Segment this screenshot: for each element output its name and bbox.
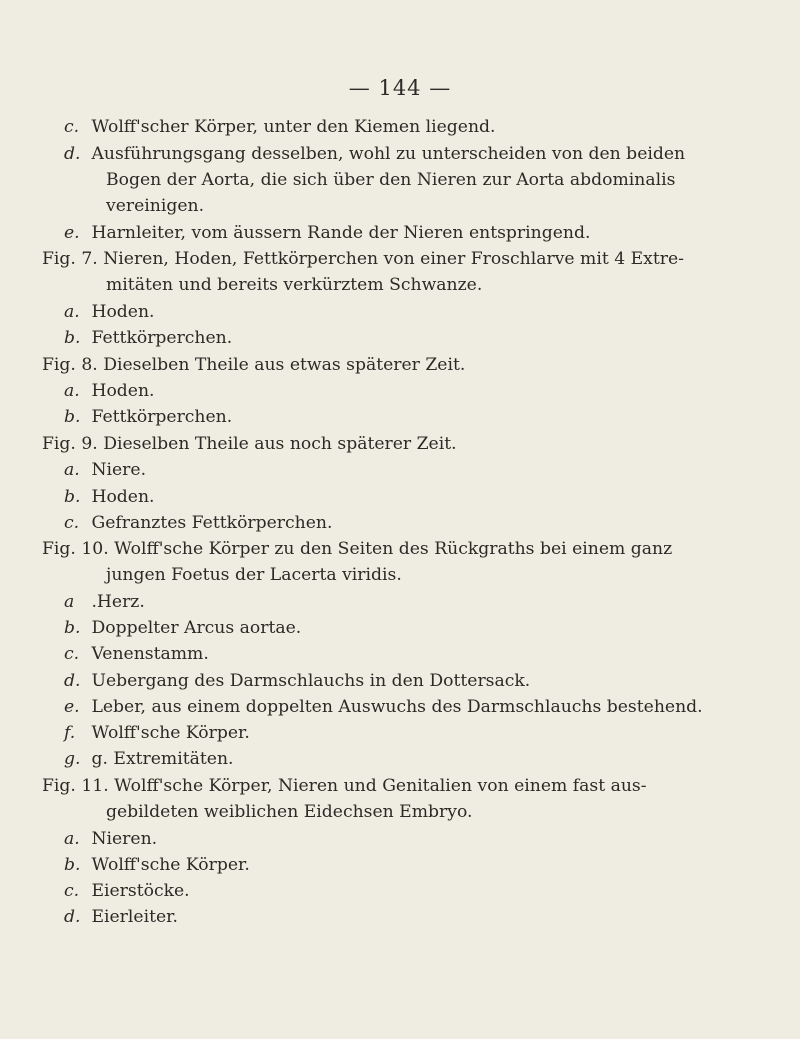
text-line — [64, 748, 234, 770]
figure-label: Fig. 10. — [42, 539, 109, 559]
item-text: gebildeten weiblichen Eidechsen Embryo. — [106, 802, 473, 822]
page-number: — 144 — — [348, 76, 452, 100]
item-text: Nieren, Hoden, Fettkörperchen von einer Froschlarve mit 4 Extre- — [103, 249, 684, 269]
item-text: Doppelter Arcus aortae. — [91, 618, 302, 638]
text-line — [42, 248, 684, 270]
item-label: c. — [64, 644, 80, 664]
text-line — [64, 486, 155, 508]
item-text: Nieren. — [91, 829, 158, 849]
text-line — [106, 564, 402, 586]
item-text: Bogen der Aorta, die sich über den Nieren zur Aorta abdominalis — [106, 170, 676, 190]
text-line — [64, 459, 146, 481]
item-text: Hoden. — [91, 487, 155, 507]
text-line — [64, 380, 155, 402]
item-label: e. — [64, 697, 80, 717]
item-label: g. — [64, 749, 81, 769]
item-text: jungen Foetus der Lacerta viridis. — [106, 565, 402, 585]
figure-label: Fig. 7. — [42, 249, 98, 269]
item-text: Ausführungsgang desselben, wohl zu unterscheiden von den beiden — [91, 144, 686, 164]
text-line — [64, 906, 178, 928]
figure-label: Fig. 9. — [42, 434, 98, 454]
text-line — [64, 222, 590, 244]
item-text: Fettkörperchen. — [91, 328, 233, 348]
text-line — [64, 880, 190, 902]
item-text: Gefranztes Fettkörperchen. — [91, 513, 333, 533]
item-label: e. — [64, 223, 80, 243]
item-label: d. — [64, 144, 81, 164]
text-line — [64, 591, 145, 613]
item-label: c. — [64, 513, 80, 533]
item-label: a. — [64, 381, 80, 401]
text-line — [42, 433, 457, 455]
figure-label: Fig. 11. — [42, 776, 109, 796]
text-line — [42, 775, 647, 797]
text-line — [106, 195, 204, 217]
item-text: mitäten und bereits verkürztem Schwanze. — [106, 275, 483, 295]
item-label: c. — [64, 881, 80, 901]
item-text: Dieselben Theile aus etwas späterer Zeit. — [103, 355, 466, 375]
item-text: .Herz. — [91, 592, 145, 612]
item-text: Eierstöcke. — [91, 881, 190, 901]
item-label: a. — [64, 302, 80, 322]
item-label: b. — [64, 328, 81, 348]
item-label: f. — [64, 723, 76, 743]
text-line — [64, 143, 685, 165]
item-text: Uebergang des Darmschlauchs in den Dottersack. — [91, 671, 531, 691]
item-text: Wolff'sche Körper zu den Seiten des Rückgraths bei einem ganz — [114, 539, 673, 559]
text-line — [64, 643, 209, 665]
text-line — [64, 670, 530, 692]
item-label: d. — [64, 907, 81, 927]
text-line — [64, 327, 232, 349]
text-line — [64, 828, 157, 850]
item-text: Leber, aus einem doppelten Auswuchs des Darmschlauchs bestehend. — [91, 697, 703, 717]
item-text: Dieselben Theile aus noch späterer Zeit. — [103, 434, 457, 454]
item-label: b. — [64, 487, 81, 507]
item-text: Wolff'sche Körper. — [91, 723, 250, 743]
item-label: c. — [64, 117, 80, 137]
text-line — [64, 722, 250, 744]
item-label: b. — [64, 618, 81, 638]
text-line — [64, 406, 232, 428]
text-line — [106, 169, 675, 191]
item-text: g. Extremitäten. — [91, 749, 234, 769]
text-line — [64, 116, 495, 138]
item-label: b. — [64, 855, 81, 875]
text-line — [64, 301, 155, 323]
text-line — [106, 801, 472, 823]
item-text: Fettkörperchen. — [91, 407, 233, 427]
text-line — [64, 617, 301, 639]
text-line — [64, 512, 332, 534]
text-line — [64, 696, 703, 718]
item-text: vereinigen. — [106, 196, 205, 216]
item-text: Niere. — [91, 460, 147, 480]
item-text: Wolff'sche Körper, Nieren und Genitalien von einem fast aus- — [114, 776, 647, 796]
item-text: Hoden. — [91, 302, 155, 322]
text-line — [64, 854, 250, 876]
text-line — [42, 354, 465, 376]
item-text: Harnleiter, vom äussern Rande der Nieren entspringend. — [91, 223, 591, 243]
item-label: b. — [64, 407, 81, 427]
text-line — [42, 538, 672, 560]
item-label: a — [64, 592, 75, 612]
item-text: Eierleiter. — [91, 907, 178, 927]
item-label: a. — [64, 829, 80, 849]
text-line — [106, 274, 482, 296]
figure-label: Fig. 8. — [42, 355, 98, 375]
item-text: Venenstamm. — [91, 644, 209, 664]
item-text: Hoden. — [91, 381, 155, 401]
item-label: a. — [64, 460, 80, 480]
item-text: Wolff'sche Körper. — [91, 855, 250, 875]
item-text: Wolff'scher Körper, unter den Kiemen liegend. — [91, 117, 496, 137]
item-label: d. — [64, 671, 81, 691]
